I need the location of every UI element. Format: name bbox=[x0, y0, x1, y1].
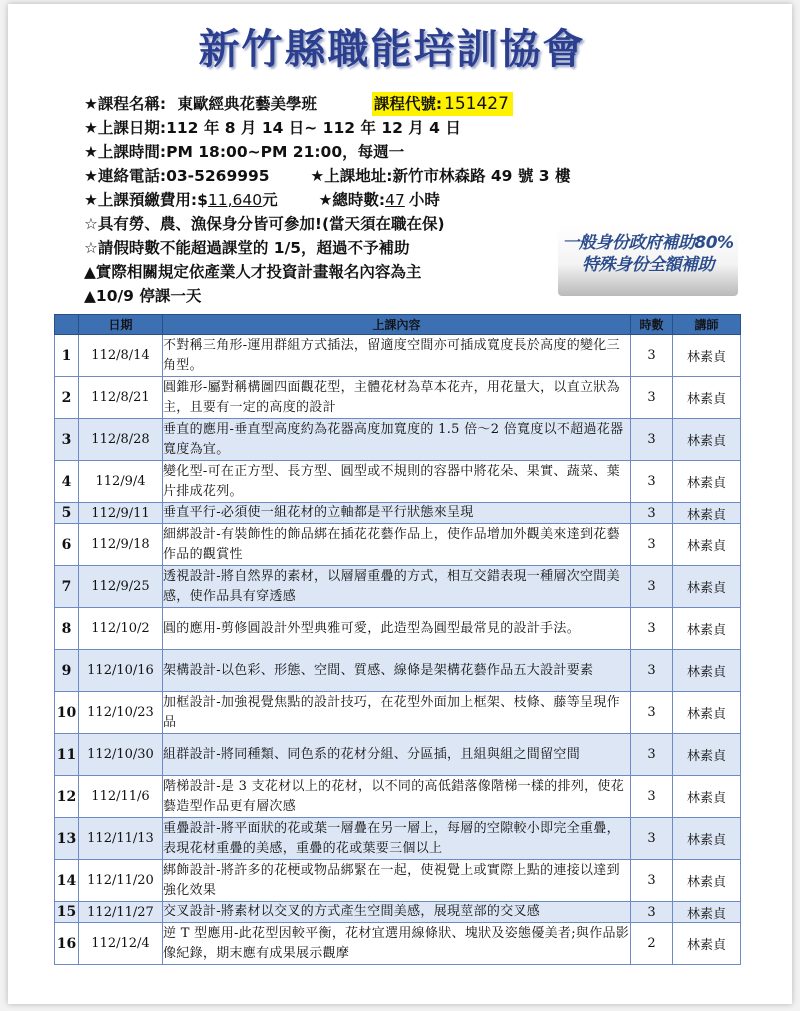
row-hours: 3 bbox=[631, 608, 673, 650]
row-number: 15 bbox=[55, 902, 79, 923]
fee-unit: 元 bbox=[262, 191, 278, 209]
subsidy-line-special: 特殊身份全額補助 bbox=[582, 255, 714, 275]
total-hours: 47 bbox=[385, 191, 405, 209]
row-date: 112/10/23 bbox=[79, 692, 163, 734]
contact-line bbox=[84, 164, 774, 188]
row-content: 重疊設計-將平面狀的花或葉一層疊在另一層上，每層的空隙較小即完全重疊，表現花材重疊的美感，重疊的花或葉要三個以上 bbox=[163, 818, 631, 860]
row-number: 10 bbox=[55, 692, 79, 734]
row-number: 5 bbox=[55, 503, 79, 524]
subsidy-line-general: 一般身份政府補助80% bbox=[562, 233, 734, 253]
row-teacher: 林素貞 bbox=[673, 902, 741, 923]
table-row bbox=[55, 902, 741, 923]
table-row bbox=[55, 461, 741, 503]
row-teacher: 林素貞 bbox=[673, 860, 741, 902]
row-hours: 3 bbox=[631, 902, 673, 923]
table-row bbox=[55, 377, 741, 419]
row-hours: 3 bbox=[631, 503, 673, 524]
table-row bbox=[55, 419, 741, 461]
row-number: 14 bbox=[55, 860, 79, 902]
fee-line bbox=[84, 188, 774, 212]
row-date: 112/10/2 bbox=[79, 608, 163, 650]
contact-phone: ★連絡電話:03-5269995 bbox=[84, 167, 270, 185]
row-number: 3 bbox=[55, 419, 79, 461]
row-number: 1 bbox=[55, 335, 79, 377]
course-dates: ★上課日期:112 年 8 月 14 日~ 112 年 12 月 4 日 bbox=[84, 119, 461, 137]
row-teacher: 林素貞 bbox=[673, 692, 741, 734]
row-teacher: 林素貞 bbox=[673, 818, 741, 860]
fee-amount: 11,640 bbox=[207, 191, 263, 209]
row-teacher: 林素貞 bbox=[673, 566, 741, 608]
row-date: 112/10/30 bbox=[79, 734, 163, 776]
table-row bbox=[55, 608, 741, 650]
course-name: 東歐經典花藝美學班 bbox=[177, 95, 318, 113]
row-hours: 3 bbox=[631, 860, 673, 902]
table-row bbox=[55, 734, 741, 776]
row-hours: 3 bbox=[631, 566, 673, 608]
eligibility-note: ☆具有勞、農、漁保身分皆可參加!(當天須在職在保) bbox=[84, 215, 445, 233]
row-content: 組群設計-將同種類、同色系的花材分組、分區插，且組與組之間留空間 bbox=[163, 734, 631, 776]
row-hours: 3 bbox=[631, 692, 673, 734]
row-teacher: 林素貞 bbox=[673, 503, 741, 524]
header-date: 日期 bbox=[79, 315, 163, 335]
course-name-line bbox=[84, 92, 774, 116]
row-date: 112/8/21 bbox=[79, 377, 163, 419]
row-teacher: 林素貞 bbox=[673, 734, 741, 776]
table-row bbox=[55, 503, 741, 524]
header-teacher: 講師 bbox=[673, 315, 741, 335]
leave-rule-note: ☆請假時數不能超過課堂的 1/5，超過不予補助 bbox=[84, 239, 410, 257]
table-row bbox=[55, 524, 741, 566]
course-schedule-table bbox=[54, 314, 741, 965]
row-teacher: 林素貞 bbox=[673, 419, 741, 461]
row-content: 加框設計-加強視覺焦點的設計技巧，在花型外面加上框架、枝條、藤等呈現作品 bbox=[163, 692, 631, 734]
row-number: 4 bbox=[55, 461, 79, 503]
row-number: 2 bbox=[55, 377, 79, 419]
row-content: 交叉設計-將素材以交叉的方式產生空間美感，展現莖部的交叉感 bbox=[163, 902, 631, 923]
course-code: 151427 bbox=[444, 92, 513, 116]
header-no bbox=[55, 315, 79, 335]
regulation-note: ▲實際相關規定依產業人才投資計畫報名內容為主 bbox=[84, 263, 422, 281]
row-hours: 3 bbox=[631, 524, 673, 566]
row-content: 圓錐形-屬對稱構圖四面觀花型，主體花材為草本花卉，用花量大，以直立狀為主，且要有一定的高度的設計 bbox=[163, 377, 631, 419]
row-date: 112/11/6 bbox=[79, 776, 163, 818]
table-header-row bbox=[55, 315, 741, 335]
table-row bbox=[55, 923, 741, 965]
total-hours-unit: 小時 bbox=[408, 191, 440, 209]
row-date: 112/10/16 bbox=[79, 650, 163, 692]
row-teacher: 林素貞 bbox=[673, 377, 741, 419]
table-row bbox=[55, 818, 741, 860]
course-name-label: ★課程名稱: bbox=[84, 95, 167, 113]
table-row bbox=[55, 335, 741, 377]
row-content: 綁飾設計-將許多的花梗或物品綁緊在一起，使視覺上或實際上點的連接以達到強化效果 bbox=[163, 860, 631, 902]
course-code-label: 課程代號: bbox=[372, 92, 444, 116]
row-hours: 3 bbox=[631, 419, 673, 461]
row-date: 112/8/28 bbox=[79, 419, 163, 461]
row-teacher: 林素貞 bbox=[673, 650, 741, 692]
header-content: 上課內容 bbox=[163, 315, 631, 335]
row-content: 不對稱三角形-運用群組方式插法，留適度空間亦可插成寬度長於高度的變化三角型。 bbox=[163, 335, 631, 377]
row-teacher: 林素貞 bbox=[673, 776, 741, 818]
row-hours: 3 bbox=[631, 734, 673, 776]
table-row bbox=[55, 650, 741, 692]
row-number: 8 bbox=[55, 608, 79, 650]
table-body bbox=[55, 335, 741, 965]
row-content: 圓的應用-剪修圓設計外型典雅可愛，此造型為圓型最常見的設計手法。 bbox=[163, 608, 631, 650]
row-date: 112/9/18 bbox=[79, 524, 163, 566]
row-content: 垂直平行-必須使一組花材的立軸都是平行狀態來呈現 bbox=[163, 503, 631, 524]
row-number: 16 bbox=[55, 923, 79, 965]
course-time: ★上課時間:PM 18:00~PM 21:00，每週一 bbox=[84, 143, 405, 161]
row-date: 112/11/13 bbox=[79, 818, 163, 860]
row-number: 13 bbox=[55, 818, 79, 860]
row-hours: 3 bbox=[631, 776, 673, 818]
row-hours: 3 bbox=[631, 377, 673, 419]
row-hours: 3 bbox=[631, 818, 673, 860]
row-number: 7 bbox=[55, 566, 79, 608]
row-teacher: 林素貞 bbox=[673, 923, 741, 965]
row-date: 112/12/4 bbox=[79, 923, 163, 965]
row-hours: 3 bbox=[631, 461, 673, 503]
row-hours: 2 bbox=[631, 923, 673, 965]
row-teacher: 林素貞 bbox=[673, 524, 741, 566]
row-teacher: 林素貞 bbox=[673, 608, 741, 650]
row-number: 11 bbox=[55, 734, 79, 776]
row-date: 112/9/4 bbox=[79, 461, 163, 503]
row-date: 112/9/11 bbox=[79, 503, 163, 524]
row-content: 架構設計-以色彩、形態、空間、質感、線條是架構花藝作品五大設計要素 bbox=[163, 650, 631, 692]
table-row bbox=[55, 860, 741, 902]
row-number: 9 bbox=[55, 650, 79, 692]
row-teacher: 林素貞 bbox=[673, 335, 741, 377]
row-content: 變化型-可在正方型、長方型、圓型或不規則的容器中將花朵、果實、蔬菜、葉片排成花列。 bbox=[163, 461, 631, 503]
table-row bbox=[55, 776, 741, 818]
table-row bbox=[55, 692, 741, 734]
row-content: 階梯設計-是 3 支花材以上的花材，以不同的高低錯落像階梯一樣的排列，使花藝造型作品更有層次感 bbox=[163, 776, 631, 818]
row-content: 細綁設計-有裝飾性的飾品綁在插花花藝作品上，使作品增加外觀美來達到花藝作品的觀賞性 bbox=[163, 524, 631, 566]
row-number: 6 bbox=[55, 524, 79, 566]
fee-label: ★上課預繳費用:$ bbox=[84, 191, 208, 209]
row-date: 112/11/27 bbox=[79, 902, 163, 923]
header-hours: 時數 bbox=[631, 315, 673, 335]
course-address: ★上課地址:新竹市林森路 49 號 3 樓 bbox=[310, 167, 571, 185]
row-date: 112/9/25 bbox=[79, 566, 163, 608]
row-date: 112/11/20 bbox=[79, 860, 163, 902]
row-number: 12 bbox=[55, 776, 79, 818]
row-content: 透視設計-將自然界的素材，以層層重疊的方式，相互交錯表現一種層次空間美感，使作品具有穿透感 bbox=[163, 566, 631, 608]
row-content: 垂直的應用-垂直型高度約為花器高度加寬度的 1.5 倍～2 倍寬度以不超過花器寬度為宜。 bbox=[163, 419, 631, 461]
row-hours: 3 bbox=[631, 650, 673, 692]
row-date: 112/8/14 bbox=[79, 335, 163, 377]
row-teacher: 林素貞 bbox=[673, 461, 741, 503]
row-hours: 3 bbox=[631, 335, 673, 377]
table-row bbox=[55, 566, 741, 608]
page-title: 新竹縣職能培訓協會 bbox=[198, 25, 586, 73]
suspension-note: ▲10/9 停課一天 bbox=[84, 287, 202, 305]
total-hours-label: ★總時數: bbox=[318, 191, 386, 209]
row-content: 逆 T 型應用-此花型因較平衡，花材宜選用線條狀、塊狀及姿態優美者;與作品影像紀錄，期末應有成果展示觀摩 bbox=[163, 923, 631, 965]
subsidy-badge bbox=[558, 226, 738, 296]
